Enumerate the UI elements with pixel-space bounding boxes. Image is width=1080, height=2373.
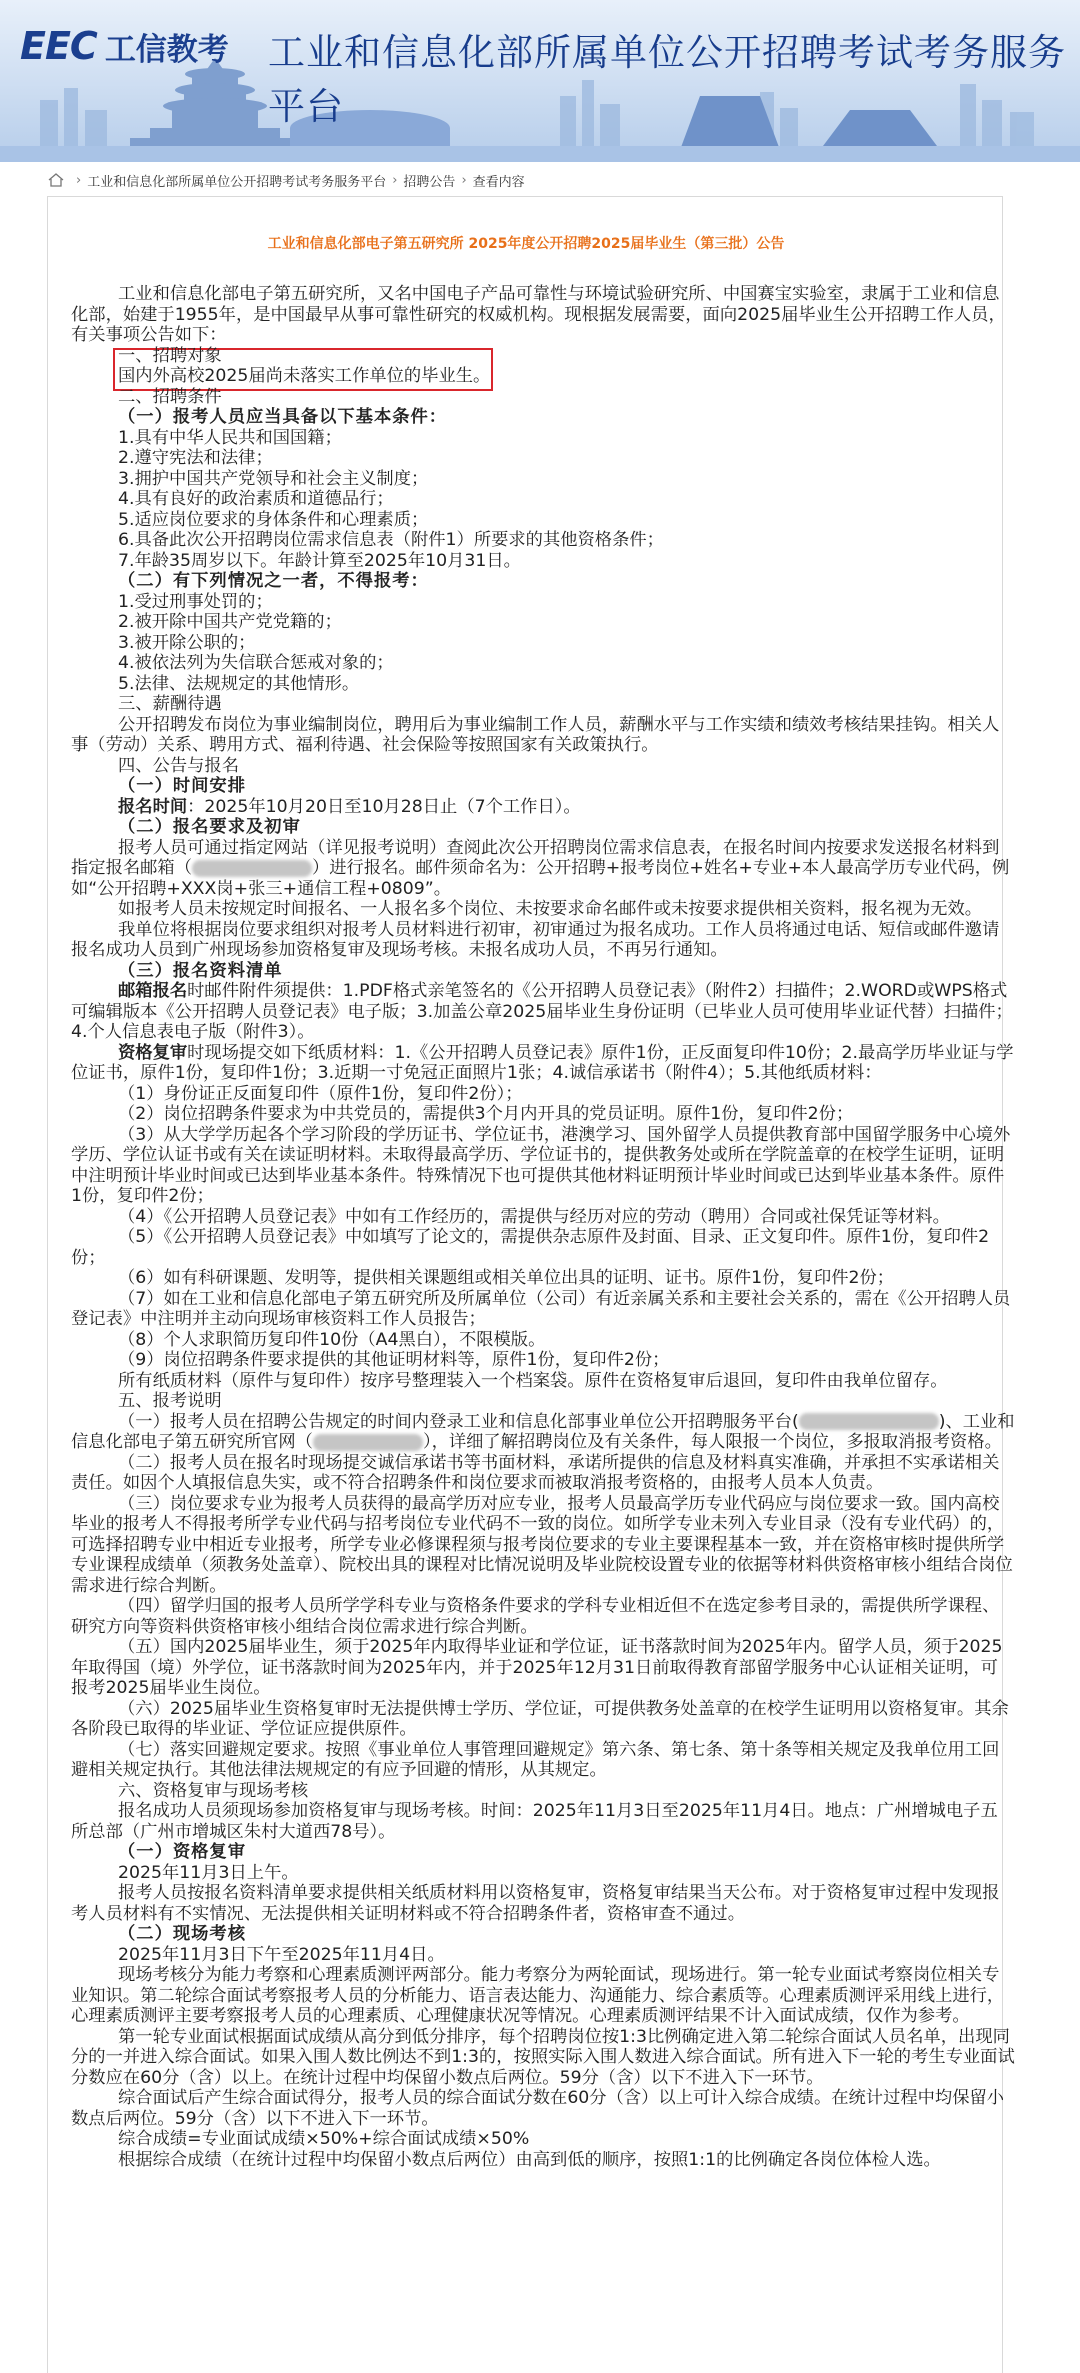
sub-heading: （一）报考人员应当具备以下基本条件： [118, 407, 448, 427]
paragraph: 根据综合成绩（在统计过程中均保留小数点后两位）由高到低的顺序，按照1:1的比例确定各岗位体检人选。 [118, 2149, 941, 2170]
text: 时邮件附件须提供：1.PDF格式亲笔签名的《公开招聘人员登记表》（附件2）扫描件；2.WORD或WPS格式可编辑版本《公开招聘人员登记表》电子版；3.加盖公章2025届毕业生身份证明（已毕业人员可使用毕业证代替）扫描件；4.个人信息表电子版（附件3）。 [71, 981, 1013, 1042]
list-item: 6.具备此次公开招聘岗位需求信息表（附件1）所要求的其他资格条件； [118, 530, 664, 550]
redacted-url [799, 1413, 939, 1430]
paragraph: （四）留学归国的报考人员所学学科专业与资格条件要求的学科专业相近但不在选定参考目录的，需提供所学课程、研究方向等资料供资格审核小组结合岗位需求进行综合判断。 [71, 1596, 1000, 1637]
list-item: 7.年龄35周岁以下。年龄计算至2025年10月31日。 [118, 550, 521, 571]
list-item: （8）个人求职简历复印件10份（A4黑白），不限模版。 [118, 1329, 546, 1350]
sub-heading: （二）有下列情况之一者，不得报考： [118, 571, 429, 591]
redacted-email [192, 860, 312, 877]
paragraph: 如报考人员未按规定时间报名、一人报名多个岗位、未按要求命名邮件或未按要求提供相关资料，报名视为无效。 [118, 899, 983, 919]
paragraph: 第一轮专业面试根据面试成绩从高分到低分排序，每个招聘岗位按1:3比例确定进入第二轮综合面试人员名单，出现同分的一并进入综合面试。如果入围人数比例达不到1:3的，按照实际入围人数进入综合面试。所有进入下一轮的考生专业面试分数应在60分（含）以上。在统计过程中均保留小数点后两位。59分（含）以下不进入下一环节。 [71, 2026, 1015, 2088]
paragraph: （五）国内2025届毕业生，须于2025年内取得毕业证和学位证，证书落款时间为2025年内。留学人员，须于2025年取得国（境）外学位，证书落款时间为2025年内，并于2025年12月31日前取得教育部留学服务中心认证相关证明，可报考2025届毕业生岗位。 [71, 1637, 1003, 1698]
list-item: 4.被依法列为失信联合惩戒对象的； [118, 653, 394, 673]
paragraph: 国内外高校2025届尚未落实工作单位的毕业生。 [118, 366, 491, 386]
list-item: （3）从大学学历起各个学习阶段的学历证书、学位证书，港澳学习、国外留学人员提供教育部中国留学服务中心境外学历、学位认证书或有关在读证明材料。未取得最高学历、学位证书的，提供教务处或所在学院盖章的在校学生证明，证明中注明预计毕业时间或已达到毕业基本条件。特殊情况下也可提供其他材料证明预计毕业时间或已达到毕业基本条件。原件1份，复印件2份； [71, 1124, 1011, 1206]
text: ）进行报名。邮件须命名为：公开招聘+报考岗位+姓名+专业+本人最高学历专业代码，例如“公开招聘+XXX岗+张三+通信工程+0809”。 [71, 858, 1010, 899]
sub-heading: （一）时间安排 [118, 776, 246, 796]
section-heading: 一、招聘对象 [118, 345, 222, 366]
paragraph-platform [71, 1412, 1015, 1453]
paragraph: 所有纸质材料（原件与复印件）按序号整理装入一个档案袋。原件在资格复审后退回，复印件由我单位留存。 [118, 1370, 948, 1391]
paragraph: 我单位将根据岗位要求组织对报考人员材料进行初审，初审通过为报名成功。工作人员将通过电话、短信或邮件邀请报名成功人员到广州现场参加资格复审及现场考核。未报名成功人员，不再另行通知。 [71, 919, 1000, 960]
breadcrumb-separator: › [392, 172, 398, 188]
paragraph: 公开招聘发布岗位为事业编制岗位，聘用后为事业编制工作人员，薪酬水平与工作实绩和绩效考核结果挂钩。相关人事（劳动）关系、聘用方式、福利待遇、社会保险等按照国家有关政策执行。 [71, 714, 1000, 755]
paragraph: 报名成功人员须现场参加资格复审与现场考核。时间：2025年11月3日至2025年11月4日。地点：广州增城电子五所总部（广州市增城区朱村大道西78号）。 [71, 1801, 998, 1842]
list-item: （5）《公开招聘人员登记表》中如填写了论文的，需提供杂志原件及封面、目录、正文复印件。原件1份，复印件2份； [71, 1227, 990, 1268]
article-title: 工业和信息化部电子第五研究所 2025年度公开招聘2025届毕业生（第三批）公告 [267, 236, 785, 252]
breadcrumb [48, 170, 525, 190]
list-item: （9）岗位招聘条件要求提供的其他证明材料等，原件1份，复印件2份； [118, 1350, 670, 1370]
paragraph: 报考人员按报名资料清单要求提供相关纸质材料用以资格复审，资格复审结果当天公布。对于资格复审过程中发现报考人员材料有不实情况、无法提供相关证明材料或不符合招聘条件者，资格审查不通过。 [71, 1883, 1000, 1924]
logo[interactable] [20, 24, 229, 68]
text: （一）报考人员在招聘公告规定的时间内登录工业和信息化部事业单位公开招聘服务平台( [118, 1411, 799, 1432]
paragraph-review-materials [71, 1043, 1015, 1084]
paragraph: （三）岗位要求专业为报考人员获得的最高学历对应专业，报考人员最高学历专业代码应与岗位要求一致。国内高校毕业的报考人不得报考所学专业代码与招考岗位专业代码不一致的岗位。如所学专业未列入专业目录（没有专业代码）的，可选择招聘专业中相近专业报考，所学专业必修课程须与报考岗位要求的专业主要课程基本一致，并在资格审核时提供所学专业课程成绩单（须教务处盖章）、院校出具的课程对比情况说明及毕业院校设置专业的依据等材料供资格审核小组结合岗位需求进行综合判断。 [71, 1493, 1013, 1596]
header-banner [0, 0, 1080, 162]
text: 时现场提交如下纸质材料：1.《公开招聘人员登记表》原件1份，正反面复印件10份；2.最高学历毕业证与学位证书，原件1份，复印件1份；3.近期一寸免冠正面照片1张；4.诚信承诺书（附件4）；5.其他纸质材料： [71, 1042, 1014, 1083]
paragraph-email-materials [71, 981, 1015, 1043]
paragraph-formula: 综合成绩=专业面试成绩×50%+综合面试成绩×50% [118, 2129, 530, 2149]
list-item: （7）如在工业和信息化部电子第五研究所及所属单位（公司）有近亲属关系和主要社会关系的，需在《公开招聘人员登记表》中注明并主动向现场审核资料工作人员报告； [71, 1288, 1011, 1329]
list-item: （4）《公开招聘人员登记表》中如有工作经历的，需提供与经历对应的劳动（聘用）合同或社保凭证等材料。 [118, 1206, 950, 1227]
list-item: 3.被开除公职的； [118, 632, 256, 653]
paragraph: 2025年11月3日上午。 [118, 1862, 299, 1883]
label-qualification-review: 资格复审 [118, 1042, 188, 1063]
breadcrumb-item-current: 查看内容 [472, 174, 525, 190]
site-title: 工业和信息化部所属单位公开招聘考试考务服务平台 [268, 31, 1066, 128]
breadcrumb-separator: › [76, 172, 82, 188]
list-item: 5.适应岗位要求的身体条件和心理素质； [118, 509, 429, 530]
list-item: 1.具有中华人民共和国国籍； [118, 427, 342, 448]
section-heading: 二、招聘条件 [118, 386, 222, 407]
sub-heading: （二）现场考核 [118, 1924, 246, 1944]
paragraph: （二）报考人员在报名时现场提交诚信承诺书等书面材料，承诺所提供的信息及材料真实准确，并承担不实承诺相关责任。如因个人填报信息失实，或不符合招聘条件和岗位要求而被取消报考资格的，由报考人员本人负责。 [71, 1452, 1000, 1493]
article-body [71, 284, 1015, 2170]
list-item: 2.遵守宪法和法律； [118, 448, 273, 468]
text: 报考人员可通过指定网站（详见报考说明）查阅此次公开招聘岗位需求信息表，在报名时间内按要求发送报名材料到指定报名邮箱（ [71, 837, 1000, 878]
section-heading: 六、资格复审与现场考核 [118, 1780, 309, 1801]
sub-heading: （三）报名资料清单 [118, 960, 283, 981]
text: )、工业和信息化部电子第五研究所官网（ [71, 1411, 1015, 1452]
paragraph-email [71, 838, 1015, 900]
list-item: 5.法律、法规规定的其他情形。 [118, 673, 360, 694]
list-item: （6）如有科研课题、发明等，提供相关课题组或相关单位出具的证明、证书。原件1份，复印件2份； [118, 1268, 895, 1288]
list-item: （1）身份证正反面复印件（原件1份，复印件2份）； [118, 1083, 523, 1104]
home-icon[interactable] [48, 173, 64, 187]
paragraph: 综合面试后产生综合面试得分，报考人员的综合面试分数在60分（含）以上可计入综合成绩。在统计过程中均保留小数点后两位。59分（含）以下不进入下一环节。 [71, 2088, 1005, 2129]
list-item: （2）岗位招聘条件要求为中共党员的，需提供3个月内开具的党员证明。原件1份，复印件2份； [118, 1104, 854, 1124]
section-heading: 四、公告与报名 [118, 755, 239, 776]
paragraph-registration-time [71, 797, 1015, 818]
text: ），详细了解招聘岗位及有关条件，每人限报一个岗位，多报取消报考资格。 [422, 1432, 1002, 1452]
label-registration-time: 报名时间 [118, 796, 188, 817]
breadcrumb-separator: › [461, 172, 467, 188]
logo-text: 工信教考 [104, 31, 229, 68]
section-heading: 三、薪酬待遇 [118, 694, 222, 714]
paragraph: （七）落实回避规定要求。按照《事业单位人事管理回避规定》第六条、第七条、第十条等相关规定及我单位用工回避相关规定执行。其他法律法规规定的有应予回避的情形，从其规定。 [71, 1739, 1000, 1780]
list-item: 3.拥护中国共产党领导和社会主义制度； [118, 468, 429, 489]
list-item: 1.受过刑事处罚的； [118, 591, 273, 612]
sub-heading: （二）报名要求及初审 [118, 817, 301, 837]
label-email-registration: 邮箱报名 [118, 981, 188, 1001]
breadcrumb-item-announcements[interactable]: 招聘公告 [403, 174, 456, 190]
paragraph: 2025年11月3日下午至2025年11月4日。 [118, 1944, 445, 1965]
list-item: 4.具有良好的政治素质和道德品行； [118, 489, 394, 509]
value-registration-time: ：2025年10月20日至10月28日止（7个工作日）。 [187, 796, 581, 817]
breadcrumb-item-platform[interactable]: 工业和信息化部所属单位公开招聘考试考务服务平台 [87, 174, 387, 190]
paragraph: 现场考核分为能力考察和心理素质测评两部分。能力考察分为两轮面试，现场进行。第一轮专业面试考察岗位相关专业知识。第二轮综合面试考察报考人员的分析能力、语言表达能力、沟通能力、综合素质等。心理素质测评采用线上进行，心理素质测评主要考察报考人员的心理素质、心理健康状况等情况。心理素质测评结果不计入面试成绩，仅作为参考。 [71, 1965, 1005, 2026]
logo-mark: EEC [20, 24, 97, 68]
sub-heading: （一）资格复审 [118, 1842, 246, 1862]
paragraph: （六）2025届毕业生资格复审时无法提供博士学历、学位证，可提供教务处盖章的在校学生证明用以资格复审。其余各阶段已取得的毕业证、学位证应提供原件。 [71, 1698, 1009, 1739]
redacted-url [313, 1434, 423, 1451]
section-heading: 五、报考说明 [118, 1391, 222, 1411]
paragraph-intro: 工业和信息化部电子第五研究所，又名中国电子产品可靠性与环境试验研究所、中国赛宝实验室，隶属于工业和信息化部，始建于1955年，是中国最早从事可靠性研究的权威机构。现根据发展需要，面向2025届毕业生公开招聘工作人员，有关事项公告如下： [71, 284, 1006, 345]
list-item: 2.被开除中国共产党党籍的； [118, 612, 342, 632]
